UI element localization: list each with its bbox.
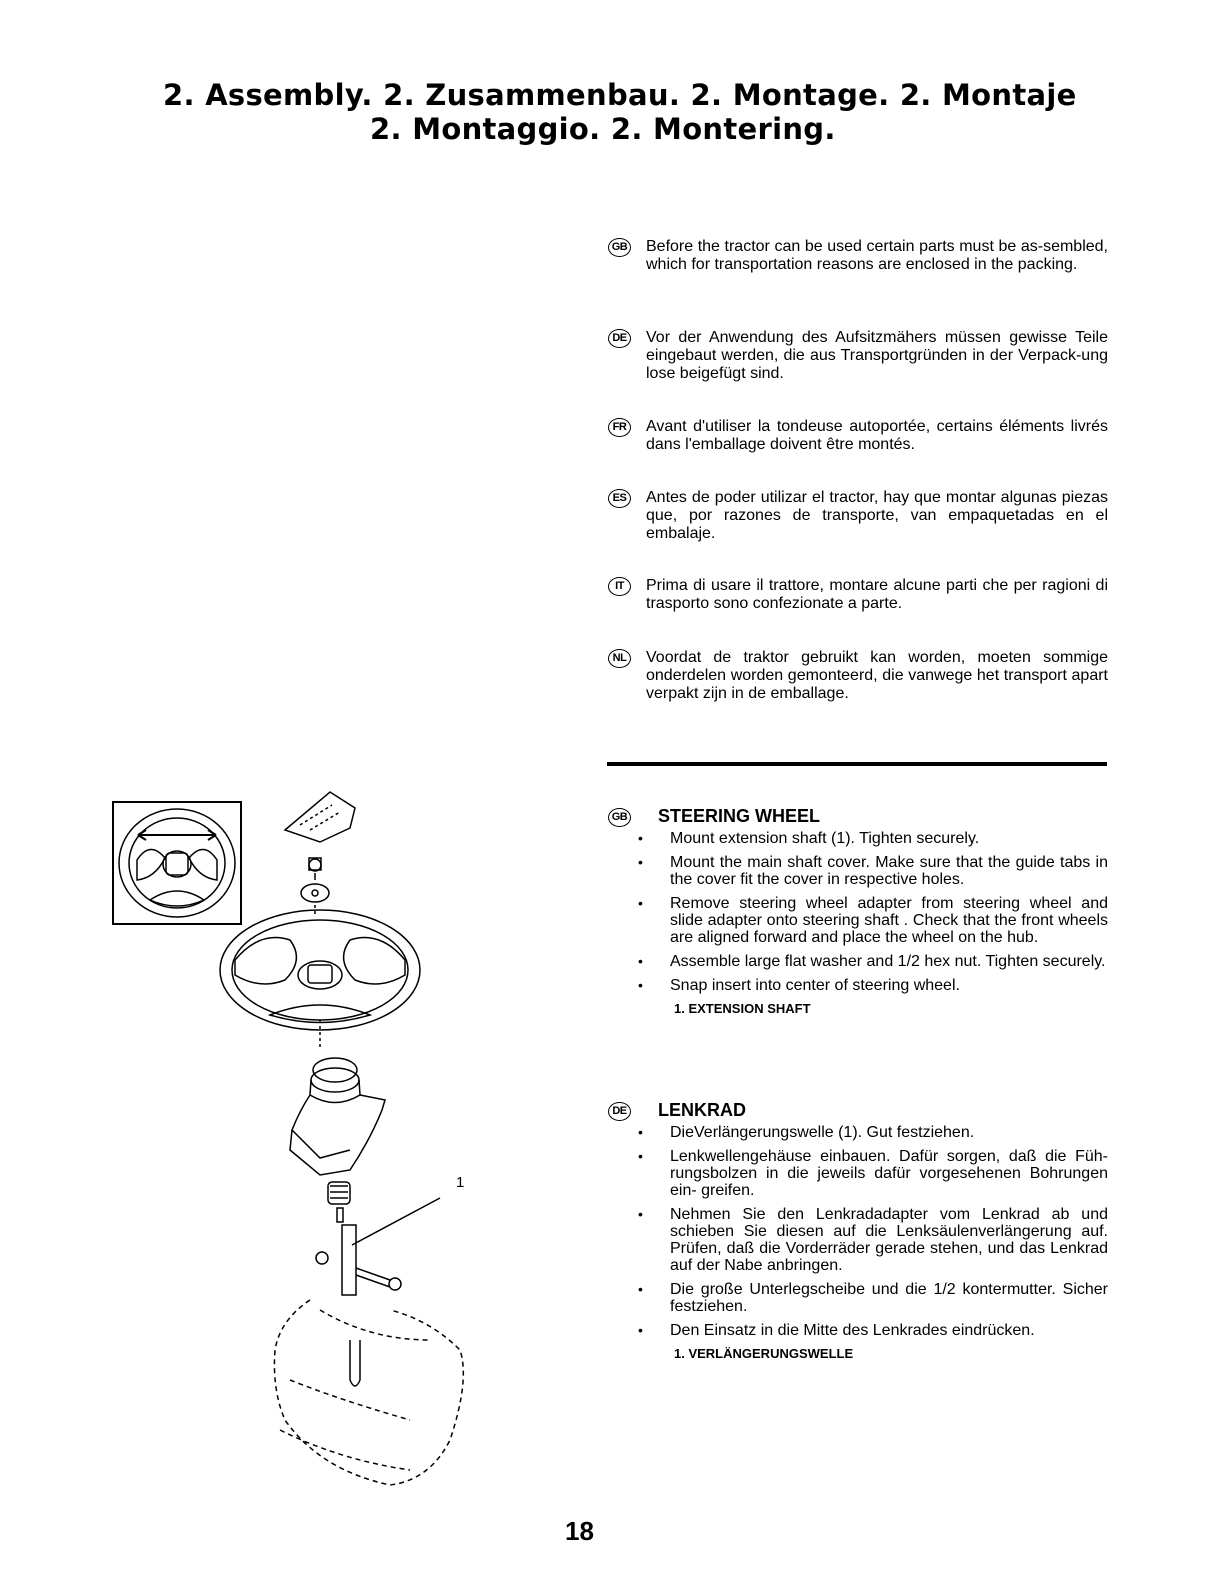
intro-paragraph-es [608, 489, 1108, 543]
intro-paragraph-de [608, 329, 1108, 383]
intro-text: Avant d'utiliser la tondeuse autoportée, certains éléments livrés dans l'emballage doivent être montés. [646, 418, 1108, 453]
es-language-badge: ES [608, 489, 631, 508]
figure-legend: 1. EXTENSION SHAFT [674, 1001, 811, 1016]
nl-language-badge: NL [608, 649, 631, 668]
gb-language-badge: GB [608, 808, 631, 827]
callout-leader-line [352, 1198, 440, 1245]
page-heading-line-1: 2. Assembly. 2. Zusammenbau. 2. Montage. 2. Montaje [163, 78, 1077, 112]
flat-washer [301, 884, 329, 902]
section-divider [607, 762, 1107, 766]
list-item: • Lenkwellengehäuse einbauen. Dafür sorgen, daß die Füh-rungsbolzen in die jeweils dafür vorgesehenen Bohrungen ein- greifen. [670, 1148, 1108, 1199]
hex-nut [309, 858, 321, 871]
instruction-list [608, 830, 1108, 994]
list-item: • Remove steering wheel adapter from steering wheel and slide adapter onto steering shaft . Check that the front wheels are aligned forward and place the wheel on the hub. [670, 895, 1108, 946]
steering-shaft-lower [350, 1340, 360, 1386]
intro-text: Vor der Anwendung des Aufsitzmähers müssen gewisse Teile eingebaut werden, die aus Transportgründen in der Verpack-ung lose beigefügt sind. [646, 329, 1108, 382]
bolt [316, 1252, 401, 1290]
it-language-badge: IT [608, 577, 631, 596]
intro-text: Before the tractor can be used certain parts must be as-sembled, which for transportation reasons are enclosed in the packing. [646, 238, 1108, 273]
figure-legend: 1. VERLÄNGERUNGSWELLE [674, 1346, 854, 1361]
fr-language-badge: FR [608, 418, 631, 437]
steering-wheel-assembly-illustration [110, 780, 510, 1500]
section-title: STEERING WHEEL [658, 806, 821, 826]
steering-wheel-adapter [328, 1182, 350, 1204]
de-language-badge: DE [608, 329, 631, 348]
extension-shaft [337, 1208, 356, 1295]
section-steering-wheel-gb [608, 805, 1108, 1016]
steering-wheel-insert [285, 792, 355, 842]
list-item: • Assemble large flat washer and 1/2 hex nut. Tighten securely. [670, 953, 1108, 970]
list-item: • Die große Unterlegscheibe und die 1/2 kontermutter. Sicher festziehen. [670, 1281, 1108, 1315]
section-lenkrad-de [608, 1099, 1108, 1361]
de-language-badge: DE [608, 1102, 631, 1121]
list-item: • Nehmen Sie den Lenkradadapter vom Lenkrad ab und schieben Sie diesen auf die Lenksäulenverlängerung auf. Prüfen, daß die Vorderräder gerade stehen, und das Lenkrad auf der Nabe anbringen. [670, 1206, 1108, 1274]
section-title: LENKRAD [658, 1100, 746, 1120]
intro-paragraph-gb [608, 238, 1108, 274]
steering-wheel-inset-detail [113, 802, 241, 924]
intro-text: Prima di usare il trattore, montare alcune parti che per ragioni di trasporto sono confezionate a parte. [646, 577, 1108, 612]
gb-language-badge: GB [608, 238, 631, 257]
intro-text: Antes de poder utilizar el tractor, hay que montar algunas piezas que, por razones de transporte, van empaquetadas en el embalaje. [646, 489, 1108, 542]
steering-column-base [274, 1300, 463, 1485]
intro-paragraph-fr [608, 418, 1108, 454]
page-number: 18 [565, 1516, 594, 1546]
intro-paragraph-it [608, 577, 1108, 613]
main-shaft-cover [290, 1058, 385, 1175]
steering-wheel [220, 910, 420, 1030]
instruction-list [608, 1124, 1108, 1339]
intro-paragraph-nl [608, 649, 1108, 703]
list-item: • Mount extension shaft (1). Tighten securely. [670, 830, 1108, 847]
list-item: • DieVerlängerungswelle (1). Gut festziehen. [670, 1124, 1108, 1141]
list-item: • Snap insert into center of steering wheel. [670, 977, 1108, 994]
list-item: • Den Einsatz in die Mitte des Lenkrades eindrücken. [670, 1322, 1108, 1339]
callout-label-1: 1 [456, 1174, 465, 1191]
intro-text: Voordat de traktor gebruikt kan worden, moeten sommige onderdelen worden gemonteerd, die vanwege het transport apart verpakt zijn in de emballage. [646, 649, 1108, 702]
page-heading-line-2: 2. Montaggio. 2. Montering. [370, 112, 836, 146]
list-item: • Mount the main shaft cover. Make sure that the guide tabs in the cover fit the cover in respective holes. [670, 854, 1108, 888]
